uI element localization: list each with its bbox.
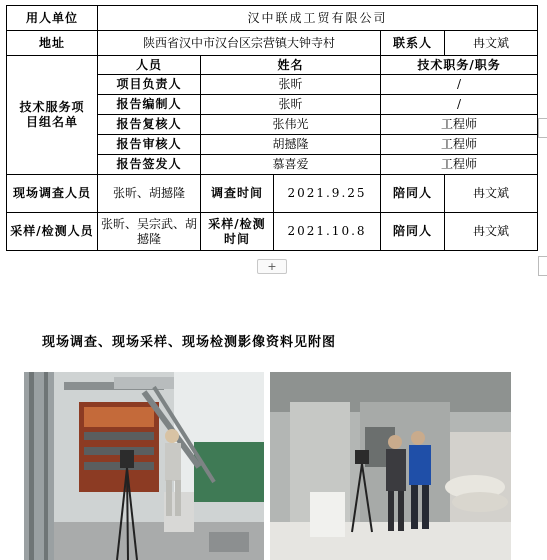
user-unit-label: 用人单位 <box>7 6 98 31</box>
col-name-header: 姓名 <box>201 56 381 75</box>
add-row-button[interactable]: + <box>257 259 287 274</box>
sampling-photo-workers <box>270 372 511 560</box>
member-role: 报告编制人 <box>98 95 201 115</box>
photo-caption: 现场调查、现场采样、现场检测影像资料见附图 <box>42 335 337 350</box>
col-title-header: 技术职务/职务 <box>381 56 538 75</box>
survey-time-value: 2021.9.25 <box>274 175 381 213</box>
member-title: 工程师 <box>381 115 538 135</box>
member-name: 张昕 <box>201 95 381 115</box>
sampling-staff-value: 张昕、吴宗武、胡撼隆 <box>98 213 201 251</box>
member-role: 报告审核人 <box>98 135 201 155</box>
col-role-header: 人员 <box>98 56 201 75</box>
survey-companion-label: 陪同人 <box>381 175 445 213</box>
member-name: 胡撼隆 <box>201 135 381 155</box>
address-value: 陕西省汉中市汉台区宗营镇大钟寺村 <box>98 31 381 56</box>
member-name: 慕喜爱 <box>201 155 381 175</box>
member-role: 项目负责人 <box>98 75 201 95</box>
contact-value: 冉文斌 <box>445 31 538 56</box>
group-label: 技术服务项目组名单 <box>7 56 98 175</box>
member-name: 张昕 <box>201 75 381 95</box>
member-role: 报告签发人 <box>98 155 201 175</box>
survey-staff-value: 张昕、胡撼隆 <box>98 175 201 213</box>
project-info-table <box>6 5 538 251</box>
member-title: / <box>381 95 538 115</box>
member-title: 工程师 <box>381 155 538 175</box>
margin-marker <box>538 118 547 138</box>
sampling-staff-label: 采样/检测人员 <box>7 213 98 251</box>
address-label: 地址 <box>7 31 98 56</box>
sampling-photo-machinery <box>24 372 264 560</box>
survey-companion-value: 冉文斌 <box>445 175 538 213</box>
user-unit-value: 汉中联成工贸有限公司 <box>98 6 538 31</box>
contact-label: 联系人 <box>381 31 445 56</box>
sampling-time-value: 2021.10.8 <box>274 213 381 251</box>
sampling-companion-value: 冉文斌 <box>445 213 538 251</box>
member-title: / <box>381 75 538 95</box>
member-title: 工程师 <box>381 135 538 155</box>
sampling-time-label: 采样/检测时间 <box>201 213 274 251</box>
member-name: 张伟光 <box>201 115 381 135</box>
sampling-companion-label: 陪同人 <box>381 213 445 251</box>
survey-time-label: 调查时间 <box>201 175 274 213</box>
margin-marker <box>538 256 547 276</box>
member-role: 报告复核人 <box>98 115 201 135</box>
survey-staff-label: 现场调查人员 <box>7 175 98 213</box>
